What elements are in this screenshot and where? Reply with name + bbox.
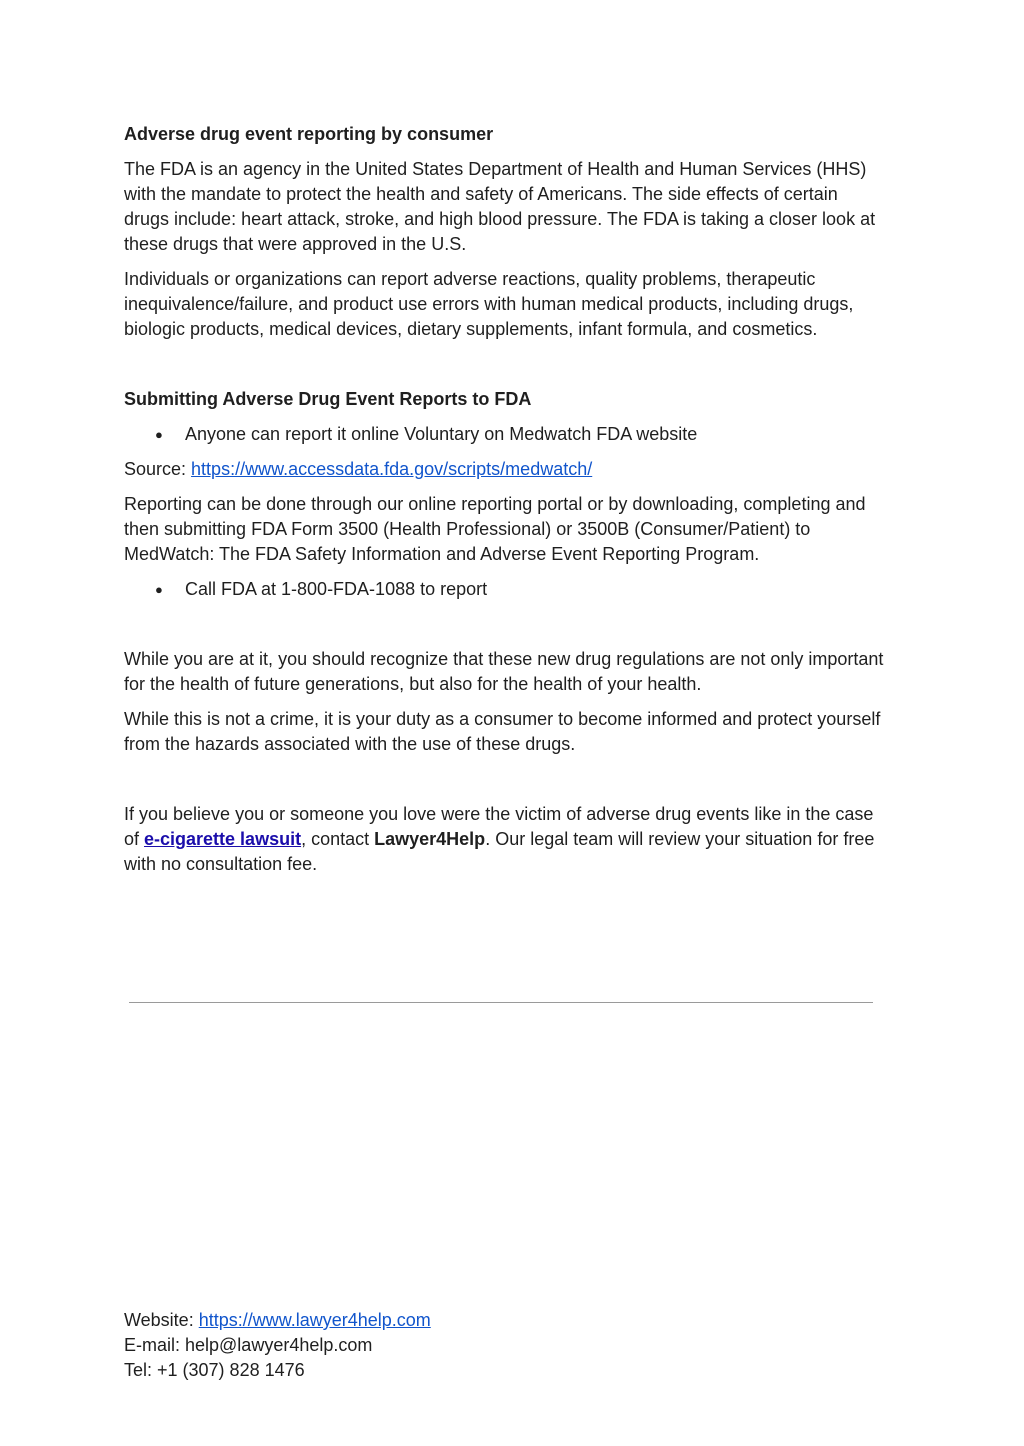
paragraph-contact: [124, 802, 884, 877]
footer-website-line: [124, 1308, 884, 1333]
footer-tel-line: Tel: +1 (307) 828 1476: [124, 1360, 305, 1380]
list-item: [124, 577, 884, 602]
section-heading-adverse-reporting: Adverse drug event reporting by consumer: [124, 124, 494, 144]
contact-text-after: . Our legal team will review your situation for free with no consultation fee.: [124, 829, 875, 874]
footer-email-line: E-mail: help@lawyer4help.com: [124, 1335, 373, 1355]
spacer: [124, 767, 884, 802]
brand-name: Lawyer4Help: [374, 829, 486, 849]
e-cigarette-lawsuit-link[interactable]: e-cigarette lawsuit: [144, 829, 302, 849]
list-item-text: Call FDA at 1-800-FDA-1088 to report: [185, 579, 488, 599]
paragraph-reporting-portal: Reporting can be done through our online reporting portal or by downloading, completing and then submitting FDA Form 3500 (Health Professional) or 3500B (Consumer/Patient) to MedWatch: The FDA Safety Information and Adverse Event Reporting Program.: [124, 494, 866, 564]
section-heading-submitting-reports: Submitting Adverse Drug Event Reports to FDA: [124, 389, 532, 409]
list-item: [124, 422, 884, 447]
spacer: [124, 612, 884, 647]
bullet-icon: ●: [155, 582, 163, 597]
paragraph-fda-intro: The FDA is an agency in the United States Department of Health and Human Services (HHS) with the mandate to protect the health and safety of Americans. The side effects of certain drugs include: heart attack, stroke, and high blood pressure. The FDA is taking a closer look at these drugs that were approved in the U.S.: [124, 159, 876, 254]
website-label: Website:: [124, 1310, 199, 1330]
spacer: [124, 352, 884, 387]
bullet-list-call: [124, 577, 884, 602]
paragraph-regulations: While you are at it, you should recognize that these new drug regulations are not only important for the health of future generations, but also for the health of your health.: [124, 649, 884, 694]
horizontal-divider: [129, 1002, 873, 1003]
contact-text-middle: , contact: [301, 829, 375, 849]
contact-text-before: If you believe you or someone you love were the victim of adverse drug events like in the case of: [124, 804, 874, 849]
paragraph-report-types: Individuals or organizations can report adverse reactions, quality problems, therapeutic inequivalence/failure, and product use errors with human medical products, including drugs, biologic products, medical devices, dietary supplements, infant formula, and cosmetics.: [124, 269, 854, 339]
bullet-icon: ●: [155, 427, 163, 442]
footer-contact: [124, 1308, 884, 1383]
list-item-text: Anyone can report it online Voluntary on Medwatch FDA website: [185, 424, 698, 444]
website-link[interactable]: https://www.lawyer4help.com: [198, 1310, 431, 1330]
source-line: [124, 457, 884, 482]
document-body: [124, 122, 884, 887]
paragraph-duty: While this is not a crime, it is your duty as a consumer to become informed and protect yourself from the hazards associated with the use of these drugs.: [124, 709, 881, 754]
bullet-list-online: [124, 422, 884, 447]
source-link[interactable]: https://www.accessdata.fda.gov/scripts/medwatch/: [191, 459, 593, 479]
source-label: Source:: [124, 459, 192, 479]
